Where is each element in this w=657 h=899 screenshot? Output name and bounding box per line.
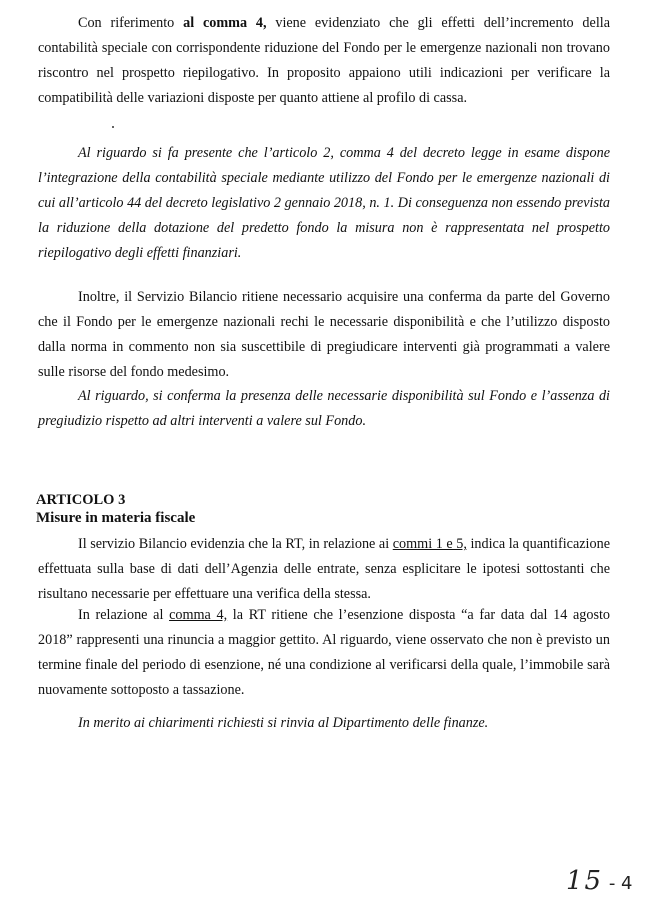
paragraph-richiesta-conferma — [38, 285, 610, 385]
text-run: Al riguardo, si conferma la presenza delle necessarie disponibilità sul Fondo e l’assenza di pregiudizio rispetto ad altri interventi a valere sul Fondo. — [38, 388, 610, 429]
paragraph-conferma — [38, 384, 610, 434]
text-run: viene evidenziato che gli effetti dell’incremento della contabilità speciale con corrispondente riduzione del Fondo per le emergenze nazionali non trovano riscontro nel prospetto riepilogativo. In proposito appaiono utili indicazioni per verificare la compatibilità delle variazioni disposte per quanto attiene al profilo di cassa. — [38, 15, 610, 106]
text-run: Il servizio Bilancio evidenzia che la RT, in relazione ai — [78, 536, 393, 552]
section-subtitle: Misure in materia fiscale — [36, 510, 196, 526]
paragraph-commi-1-5 — [38, 532, 610, 607]
bold-reference: al comma 4, — [183, 15, 267, 31]
text-run: In relazione al — [78, 607, 170, 623]
underlined-reference: commi 1 e 5, — [392, 536, 467, 552]
paragraph-response-fondo — [38, 141, 610, 266]
paragraph-rinvio — [38, 711, 610, 736]
stray-mark — [112, 126, 114, 128]
printed-page-number: - 4 — [608, 873, 633, 894]
section-title: ARTICOLO 3 — [36, 492, 126, 508]
text-run: Al riguardo si fa presente che l’articolo 2, comma 4 del decreto legge in esame dispone l’integrazione della contabilità speciale mediante utilizzo del Fondo per le emergenze nazionali di cui all’articolo 44 del decreto legislativo 2 gennaio 2018, n. 1. Di conseguenza non essendo prevista la riduzione della dotazione del predetto fondo la misura non è rappresentata nel prospetto riepilogativo degli effetti finanziari. — [38, 145, 610, 261]
paragraph-comma-4-esenzione — [38, 603, 610, 703]
text-run: la RT ritiene che l’esenzione disposta “a far data dal 14 agosto 2018” rappresenti una rinuncia a maggior gettito. Al riguardo, viene osservato che non è previsto un termine finale del periodo di esenzione, né una condizione al verificarsi della quale, l’immobile sarà nuovamente sottoposto a tassazione. — [38, 607, 610, 698]
underlined-reference: comma 4, — [169, 607, 228, 623]
text-run: indica la quantificazione effettuata sulla base di dati dell’Agenzia delle entrate, senza esplicitare le ipotesi sottostanti che risultano necessarie per effettuare una verifica della stessa. — [38, 536, 610, 602]
page-number — [566, 866, 633, 896]
text-run: Inoltre, il Servizio Bilancio ritiene necessario acquisire una conferma da parte del Governo che il Fondo per le emergenze nazionali rechi le necessarie disponibilità e che l’utilizzo disposto dalla norma in commento non sia suscettibile di pregiudicare interventi già programmati a valere sulle risorse del fondo medesimo. — [38, 289, 610, 380]
text-run: In merito ai chiarimenti richiesti si rinvia al Dipartimento delle finanze. — [78, 715, 489, 731]
text-run: Con riferimento — [78, 15, 184, 31]
handwritten-page-number: 15 — [566, 866, 604, 896]
paragraph-comma-4 — [38, 11, 610, 111]
